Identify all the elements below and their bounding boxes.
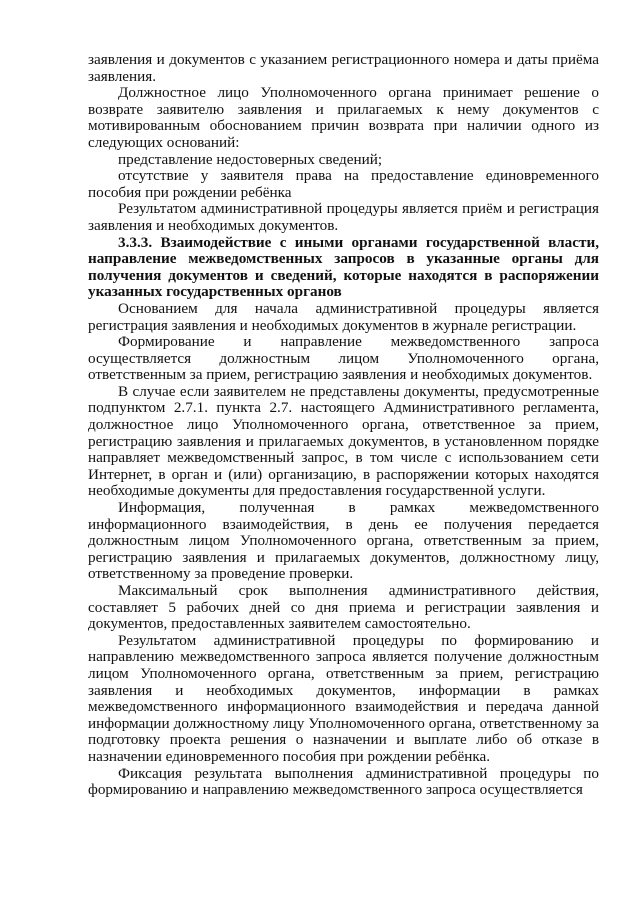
paragraph-continuation: заявления и документов с указанием регистрационного номера и даты приёма заявления.: [88, 51, 599, 85]
paragraph-missing-documents: В случае если заявителем не представлены документы, предусмотренные подпунктом 2.7.1. пункта 2.7. настоящего Административного регламента, должностное лицо Уполномоченного органа, ответственное за прием, регистрацию заявления и прилагаемых документов, в установленном порядке направляет межведомственный запрос, в том числе с использованием сети Интернет, в орган и (или) организацию, в распоряжении которых находятся необходимые документы для предоставления государственной услуги.: [88, 382, 599, 500]
section-heading-3-3-3: 3.3.3. Взаимодействие с иными органами государственной власти, направление межведомственных запросов в указанные органы для получения документов и сведений, которые находятся в распоряжении указанных государственных органов: [88, 233, 599, 301]
paragraph-ground-false-info: представление недостоверных сведений;: [118, 150, 383, 168]
paragraph-return-decision: Должностное лицо Уполномоченного органа принимает решение о возврате заявителю заявления и прилагаемых к нему документов с мотивированным обоснованием причин возврата при наличии одного из следующих оснований:: [88, 84, 599, 151]
paragraph-procedure-result: Результатом административной процедуры по формированию и направлению межведомственного запроса является получение должностным лицом Уполномоченного органа, ответственным за прием, регистрацию заявления и необходимых документов, информации в рамках межведомственного информационного взаимодействия и передача данной информации должностному лицу Уполномоченного органа, ответственному за подготовку проекта решения о назначении и выплате либо об отказе в назначении единовременного пособия при рождении ребёнка.: [88, 631, 599, 765]
paragraph-basis: Основанием для начала административной процедуры является регистрация заявления и необходимых документов в журнале регистрации.: [88, 299, 599, 334]
paragraph-request-formation: Формирование и направление межведомственного запроса осуществляется должностным лицом Уполномоченного органа, ответственным за прием, регистрацию заявления и необходимых документов.: [88, 333, 599, 384]
paragraph-ground-no-right: отсутствие у заявителя права на предоставление единовременного пособия при рождении ребёнка: [88, 167, 599, 201]
paragraph-result-registration: Результатом административной процедуры является приём и регистрация заявления и необходимых документов.: [88, 200, 599, 234]
paragraph-information-transfer: Информация, полученная в рамках межведомственного информационного взаимодействия, в день ее получения передается должностным лицом Уполномоченного органа, ответственным за прием, регистрацию заявления и прилагаемых документов, должностному лицу, ответственному за проведение проверки.: [88, 499, 599, 583]
paragraph-max-term: Максимальный срок выполнения административного действия, составляет 5 рабочих дней со дня приема и регистрации заявления и документов, предоставленных заявителем самостоятельно.: [88, 582, 599, 633]
document-page: [88, 52, 599, 799]
paragraph-result-fixation: Фиксация результата выполнения административной процедуры по формированию и направлению межведомственного запроса осуществляется: [88, 764, 599, 799]
